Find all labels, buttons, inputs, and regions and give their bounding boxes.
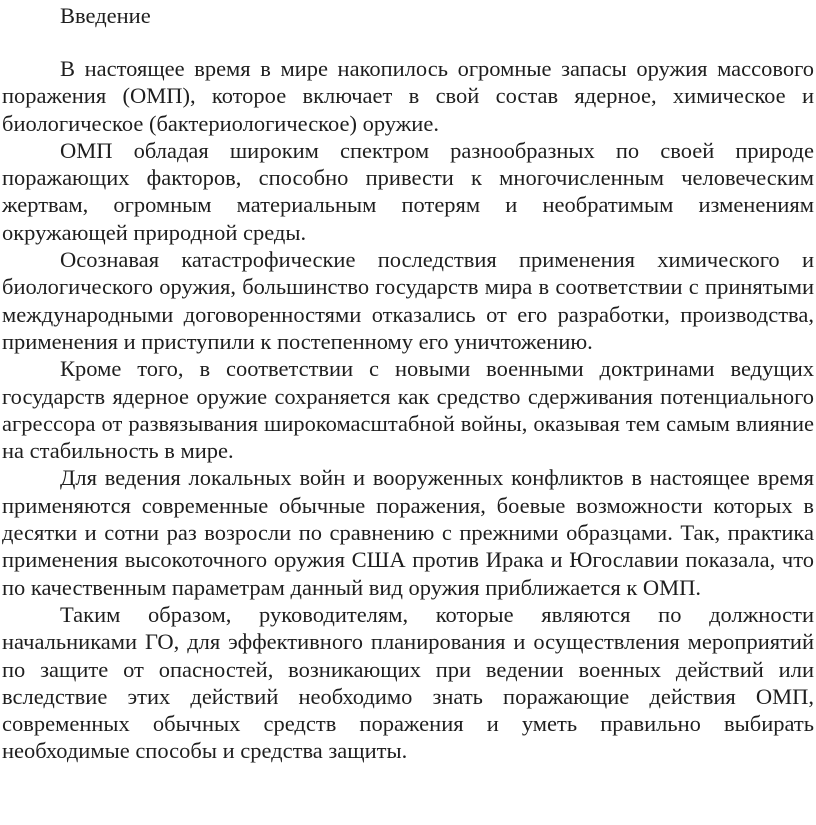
- paragraph-4: Кроме того, в соответствии с новыми военными доктринами ведущих государств ядерное оружие сохраняется как средство сдерживания потенциального агрессора от развязывания широкомасштабной войны, оказывая тем самым влияние на стабильность в мире.: [2, 356, 814, 464]
- page-title: Введение: [60, 3, 151, 28]
- heading-spacer: [2, 29, 814, 55]
- paragraph-5: Для ведения локальных войн и вооруженных конфликтов в настоящее время применяются современные обычные поражения, боевые возможности которых в десятки и сотни раз возросли по сравнению с прежними образцами. Так, практика применения высокоточного оружия США против Ирака и Югославии показала, что по качественным параметрам данный вид оружия приближается к ОМП.: [2, 465, 814, 600]
- paragraph-3: Осознавая катастрофические последствия применения химического и биологического оружия, большинство государств мира в соответствии с принятыми международными договоренностями отказались от его разработки, производства, применения и приступили к постепенному его уничтожению.: [2, 247, 814, 354]
- paragraph-2: ОМП обладая широким спектром разнообразных по своей природе поражающих факторов, способно привести к многочисленным человеческим жертвам, огромным материальным потерям и необратимым изменениям окружающей природной среды.: [2, 137, 814, 245]
- paragraph-6: Таким образом, руководителям, которые являются по должности начальниками ГО, для эффективного планирования и осуществления мероприятий по защите от опасностей, возникающих при ведении военных действий или вследствие этих действий необходимо знать поражающие действия ОМП, современных обычных средств поражения и уметь правильно выбирать необходимые способы и средства защиты.: [2, 601, 814, 764]
- paragraph-1: В настоящее время в мире накопилось огромные запасы оружия массового поражения (ОМП), которое включает в свой состав ядерное, химическое и биологическое (бактериологическое) оружие.: [2, 56, 814, 136]
